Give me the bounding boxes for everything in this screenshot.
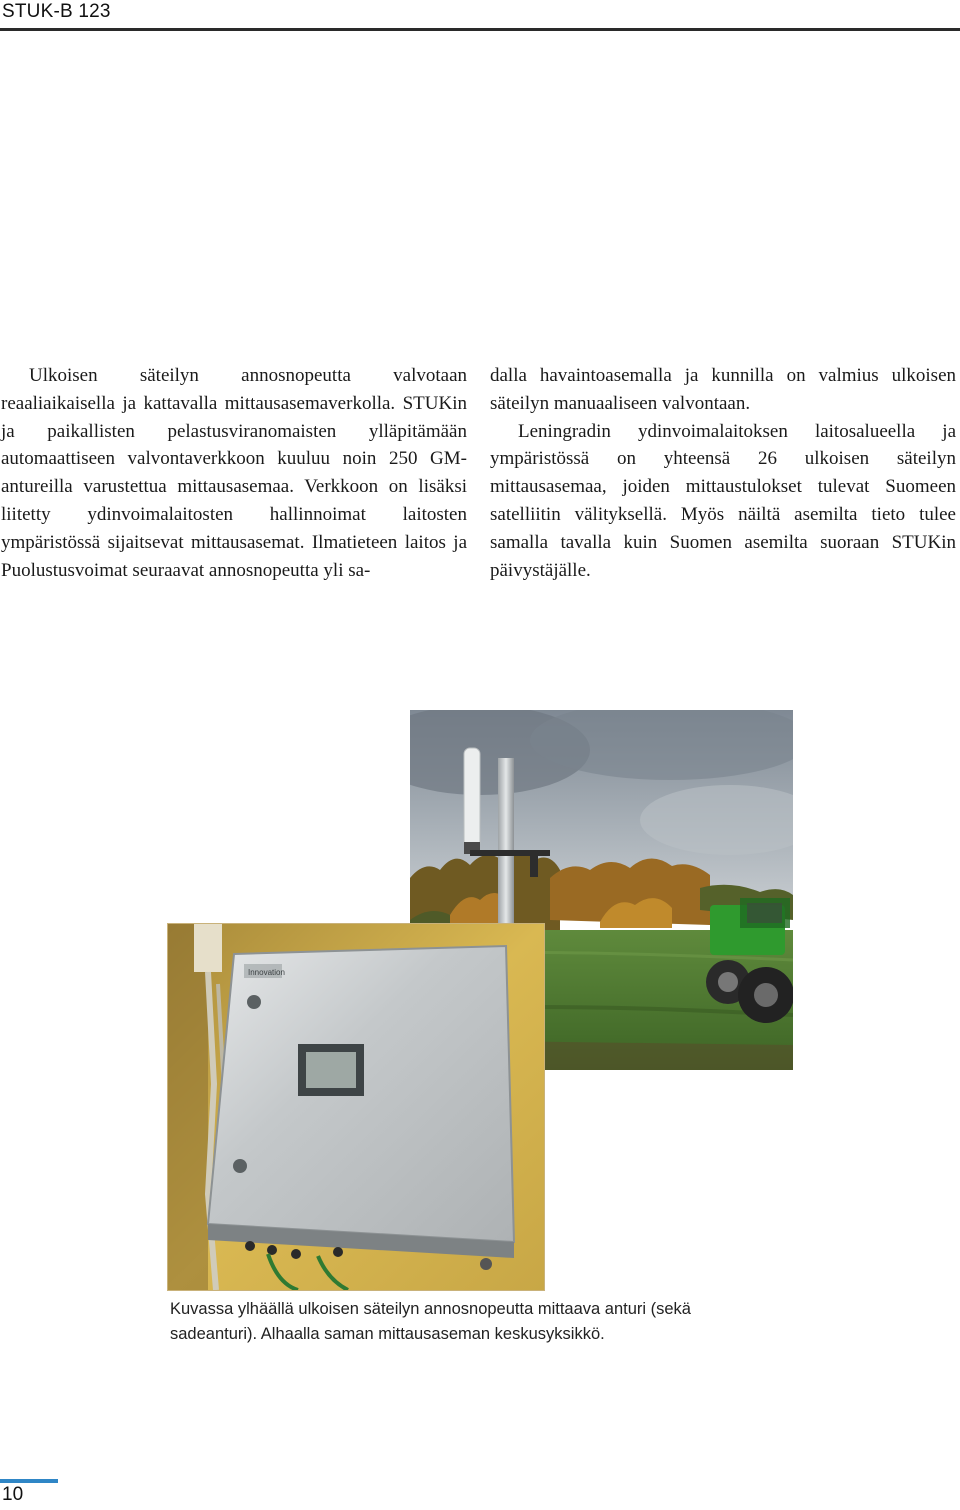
station-unit-illustration xyxy=(168,924,544,1290)
figure-caption xyxy=(170,1297,770,1347)
page-number-accent xyxy=(0,1479,58,1483)
page-number: 10 xyxy=(2,1484,24,1505)
paragraph-left-1: Ulkoisen säteilyn annosnopeutta valvotaan reaaliaikaisella ja kattavalla mittausasemaverkolla. STUKin ja paikallisten pelastusviranomaisten ylläpitämään automaattiseen valvontaverkkoon kuuluu noin 250 GM-antureilla varustettua mittausasemaa. Verkkoon on lisäksi liitetty ydinvoimalaitosten hallinnoimat laitosten ympäristössä sijaitsevat mittausasemat. Ilmatieteen laitos ja Puolustusvoimat seuraavat annosnopeutta yli sa- xyxy=(1,365,467,581)
text-column-left xyxy=(1,362,467,584)
text-column-right xyxy=(490,362,956,584)
photo-station-unit xyxy=(168,924,544,1290)
caption-line-2: sadeanturi). Alhaalla saman mittausaseman keskusyksikkö. xyxy=(170,1325,605,1343)
panel-logo-text: Innovation xyxy=(248,968,285,977)
paragraph-right-1: dalla havaintoasemalla ja kunnilla on valmius ulkoisen säteilyn manuaaliseen valvontaan. xyxy=(490,365,956,414)
paragraph-right-2: Leningradin ydinvoimalaitoksen laitosalueella ja ympäristössä on yhteensä 26 ulkoisen säteilyn mittausasemaa, joiden mittaustulokset tulevat Suomeen satelliitin välityksellä. Myös näiltä asemilta tieto tulee samalla tavalla kuin Suomen asemilta suoraan STUKin päivystäjälle. xyxy=(490,420,956,581)
display-screen xyxy=(306,1052,356,1088)
header-rule xyxy=(0,28,960,31)
caption-line-1: Kuvassa ylhäällä ulkoisen säteilyn annosnopeutta mittaava anturi (sekä xyxy=(170,1300,691,1318)
cabinet xyxy=(208,946,514,1270)
series-label: STUK-B 123 xyxy=(2,1,111,22)
